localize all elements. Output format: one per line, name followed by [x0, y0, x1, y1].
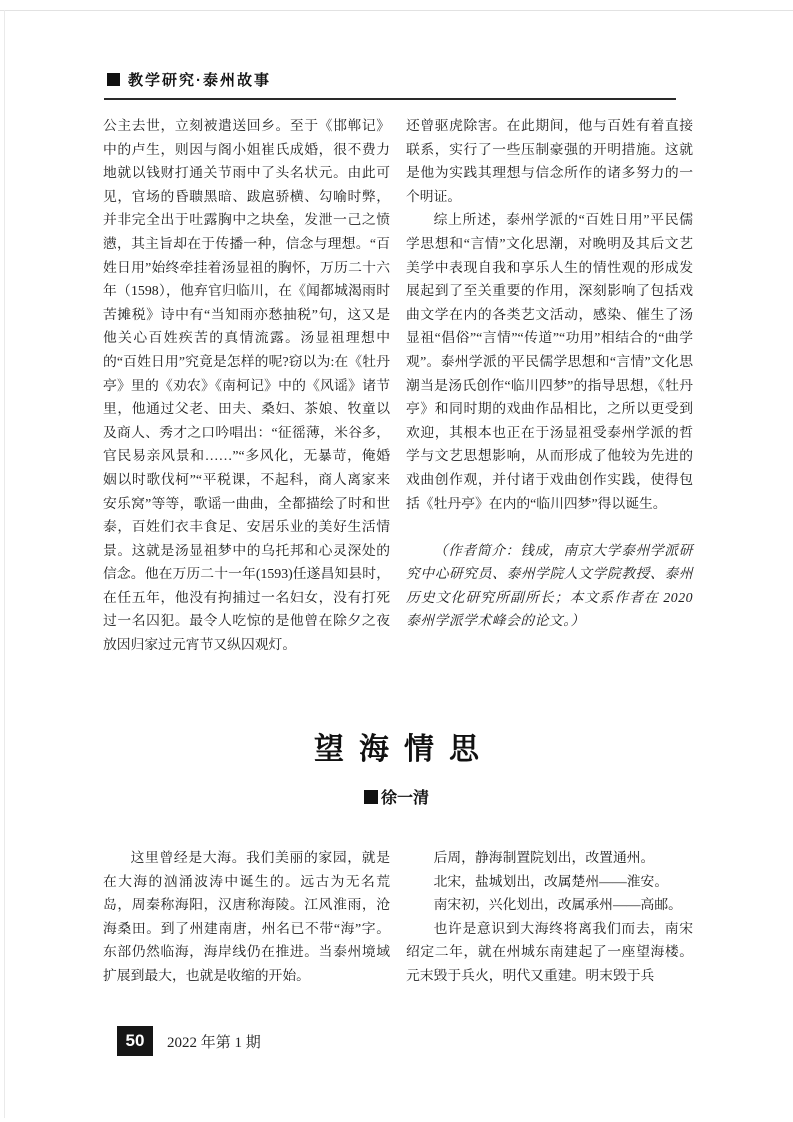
article1-body	[103, 114, 693, 657]
article2-title-block	[0, 724, 793, 808]
article2-author: 徐一清	[380, 790, 429, 807]
scan-edge-top	[0, 10, 793, 11]
square-bullet-icon	[107, 73, 120, 86]
article2-left-column	[103, 846, 390, 988]
article2-list-line: 后周，静海制置院划出，改置通州。	[433, 850, 655, 865]
author-square-bullet-icon	[364, 790, 378, 804]
footer-issue-label: 2022 年第 1 期	[167, 1034, 261, 1051]
page-header	[107, 69, 271, 90]
page-footer	[117, 1026, 261, 1056]
article2-title: 望海情思	[314, 733, 494, 766]
footer-page-number: 50	[117, 1026, 153, 1056]
article2-paragraph: 也许是意识到大海终将离我们而去，南宋绍定二年，就在州城东南建起了一座望海楼。元末毁于兵火，明代又重建。明末毁于兵	[406, 920, 693, 983]
article1-continuation-paragraph: 公主去世，立刻被遣送回乡。至于《邯郸记》中的卢生，则因与阁小姐崔氏成婚，很不费力地就以钱财打通关节雨中了头名状元。由此可见，官场的昏聩黑暗、跋扈骄横、勾喻时弊，并非完全出于吐露胸中之块垒，发泄一己之愤懑，其主旨却在于传播一种，信念与理想。“百姓日用”始终牵挂着汤显祖的胸怀，万历二十六年（1598），他弃官归临川，在《闻都城渴雨时苦摊税》诗中有“当知雨亦愁抽税”句，这又是他关心百姓疾苦的真情流露。汤显祖理想中的“百姓日用”究竟是怎样的呢?窃以为:在《牡丹亭》里的《劝农》《南柯记》中的《风谣》诸节里，他通过父老、田夫、桑妇、茶娘、牧童以及商人、秀才之口吟唱出：“征徭薄，米谷多，官民易亲风景和……”“多风化，无暴苛，俺婚姻以时歌伐柯”“平税课，不起科，商人离家来安乐窝”等等，歌谣一曲曲，全都描绘了时和世泰，百姓们衣丰食足、安居乐业的美好生活情景。这就是汤显祖梦中的乌托邦和心灵深处的信念。他在万历二十一年(1593)任遂昌知县时，在任五年，他没有拘捕过一名妇女，没有打死过一名囚犯。最令人吃惊的是他曾在除夕之夜放因归家过元宵节又纵囚观灯。	[103, 118, 390, 653]
article2-list-line: 北宋，盐城划出，改属楚州——淮安。	[433, 873, 669, 889]
article2-body	[103, 846, 693, 988]
scan-edge-left	[4, 10, 5, 1118]
article1-right-column	[406, 114, 693, 657]
header-rule	[104, 98, 676, 100]
header-section-label: 教学研究·泰州故事	[128, 72, 271, 89]
article2-author-line	[0, 785, 793, 808]
article1-conclusion-paragraph: 综上所述，泰州学派的“百姓日用”平民儒学思想和“言情”文化思潮，对晚明及其后文艺美学中表现自我和享乐人生的情性观的形成发展起到了至关重要的作用，深刻影响了包括戏曲文学在内的各类艺文活动，感染、催生了汤显祖“倡俗”“言情”“传道”“功用”相结合的“曲学观”。泰州学派的平民儒学思想和“言情”文化思潮当是汤氏创作“临川四梦”的指导思想，《牡丹亭》和同时期的戏曲作品相比，之所以更受到欢迎，其根本也正在于汤显祖受泰州学派的哲学与文艺思想影响，从而形成了他较为先进的戏曲创作观，并付诸于戏曲创作实践，使得包括《牡丹亭》在内的“临川四梦”得以诞生。	[406, 212, 693, 511]
article2-list-line: 南宋初，兴化划出，改属承州——高邮。	[433, 897, 682, 913]
article2-opening-paragraph: 这里曾经是大海。我们美丽的家园，就是在大海的汹涌波涛中诞生的。远古为无名荒岛，周秦称海阳，汉唐称海陵。江风淮雨，沧海桑田。到了州建南唐，州名已不带“海”字。东部仍然临海，海岸线仍在推进。当泰州境域扩展到最大，也就是收缩的开始。	[103, 850, 390, 983]
article1-left-column	[103, 114, 390, 657]
article2-right-column	[406, 846, 693, 988]
author-bio-paragraph: （作者简介：钱成，南京大学泰州学派研究中心研究员、泰州学院人文学院教授、泰州历史文化研究所副所长；本文系作者在 2020 泰州学派学术峰会的论文。）	[406, 542, 693, 629]
article1-paragraph: 还曾驱虎除害。在此期间，他与百姓有着直接联系，实行了一些压制豪强的开明措施。这就是他为实践其理想与信念所作的诸多努力的一个明证。	[406, 118, 693, 204]
